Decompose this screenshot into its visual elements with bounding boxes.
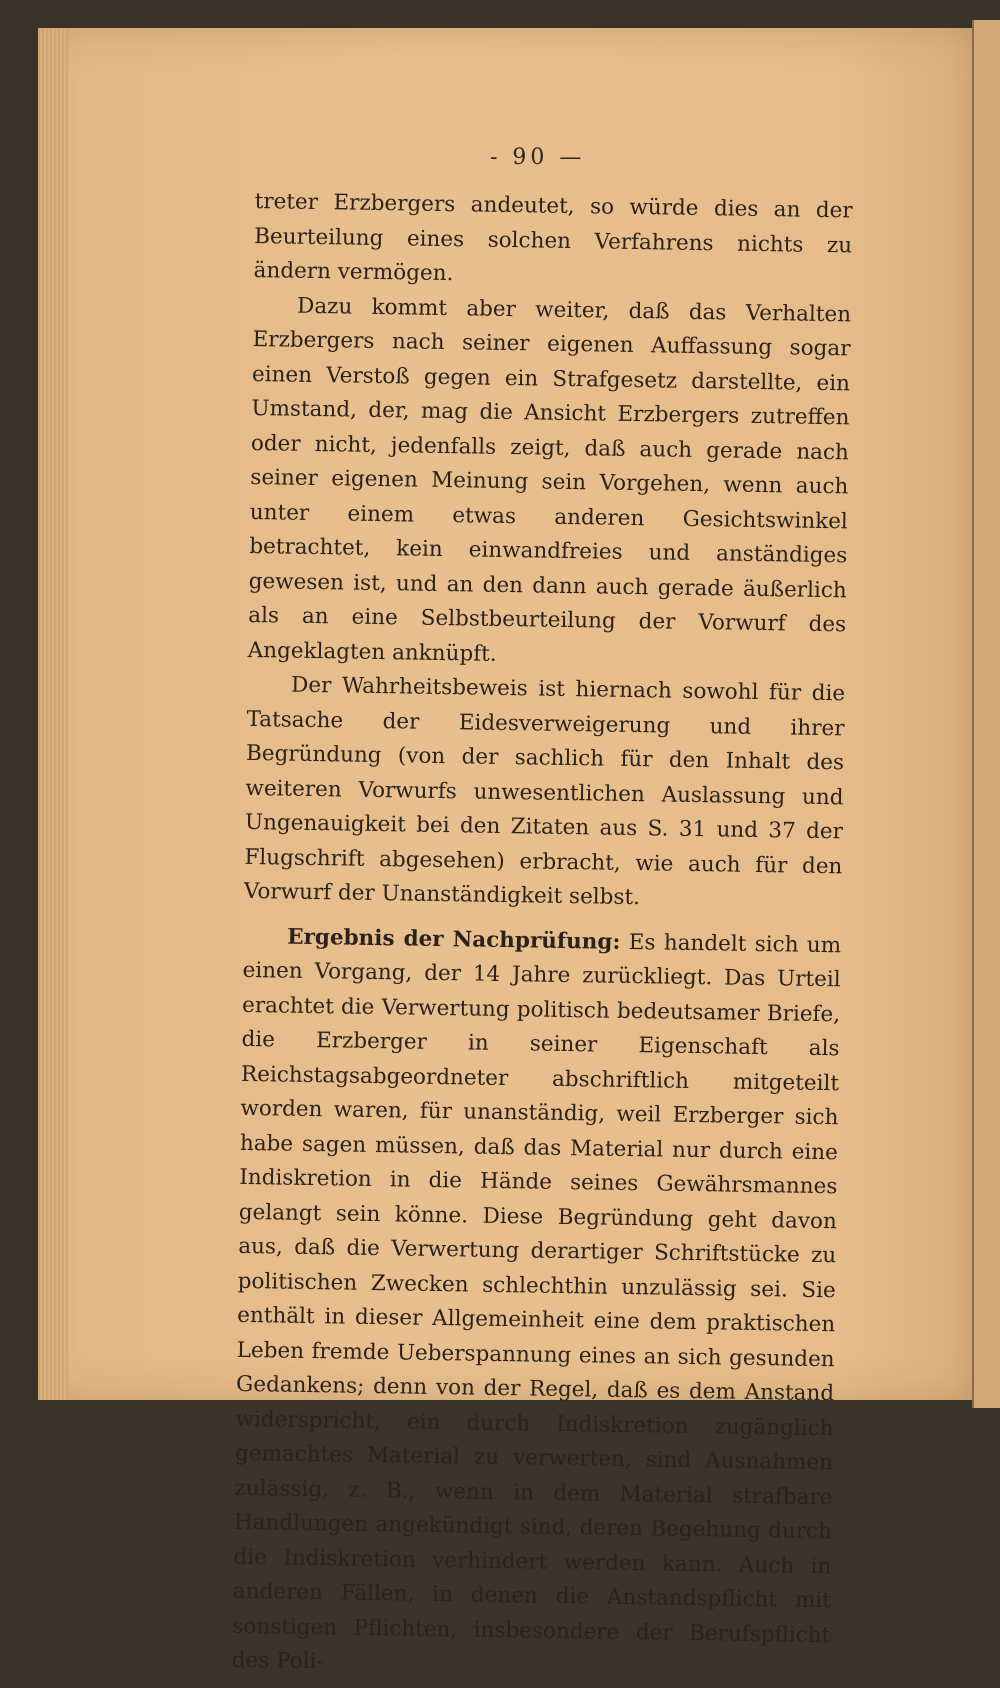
next-page-edge [972,20,1000,1408]
paragraph-3: Der Wahrheitsbeweis ist hiernach sowohl für die Tatsache der Eidesverweigerung und ihrer Begründung (von der sachlich für den Inhalt des weiteren Vorwurfs unwesentlichen Auslassung und Ungenauigkeit bei den Zitaten aus S. 31 und 37 der Flugschrift abgesehen) erbracht, wie auch für den Vorwurf der Unanständigkeit selbst. [243,672,846,911]
section-heading: Ergebnis der Nachprüfung: [287,924,621,955]
paragraph-1: treter Erzbergers andeutet, so würde dies an der Beurteilung eines solchen Verfahrens nichts zu ändern vermögen. [253,188,853,287]
page-number: - 90 — [490,145,586,170]
paragraph-2: Dazu kommt aber weiter, daß das Verhalten Erzbergers nach seiner eigenen Auffassung sogar einen Verstoß gegen ein Strafgesetz darstellte, ein Umstand, der, mag die Ansicht Erzbergers zutreffen oder nicht, jedenfalls zeigt, daß auch gerade nach seiner eigenen Meinung sein Vorgehen, wenn auch unter einem etwas anderen Gesichtswinkel betrachtet, kein einwandfreies und anständiges gewesen ist, und an den dann auch gerade äußerlich als an eine Selbstbeurteilung der Vorwurf des Angeklagten anknüpft. [247,293,852,667]
paragraph-4 [232,919,842,1687]
page-body [232,185,853,1688]
paragraph-4-text: Es handelt sich um einen Vorgang, der 14 Jahre zurückliegt. Das Urteil erachtet die Verwertung politisch bedeutsamer Briefe, die Erzberger in seiner Eigenschaft als Reichstagsabgeordneter abschriftlich mitgeteilt worden waren, für unanständig, weil Erzberger sich habe sagen müssen, daß das Material nur durch eine Indiskretion in die Hände seines Gewährsmannes gelangt sein könne. Diese Begründung geht davon aus, daß die Verwertung derartiger Schriftstücke zu politischen Zwecken schlechthin unzulässig sei. Sie enthält in dieser Allgemeinheit eine dem praktischen Leben fremde Ueberspannung eines an sich gesunden Gedankens; denn von der Regel, daß es dem Anstand widerspricht, ein durch Indiskretion zugänglich gemachtes Material zu verwerten, sind Ausnahmen zulässig, z. B., wenn in dem Material strafbare Handlungen angekündigt sind, deren Begehung durch die Indiskretion verhindert werden kann. Auch in anderen Fällen, in denen die Anstandspflicht mit sonstigen Pflichten, insbesondere der Berufspflicht des Poli- [231,929,842,1675]
page-gutter-edge [38,28,68,1400]
